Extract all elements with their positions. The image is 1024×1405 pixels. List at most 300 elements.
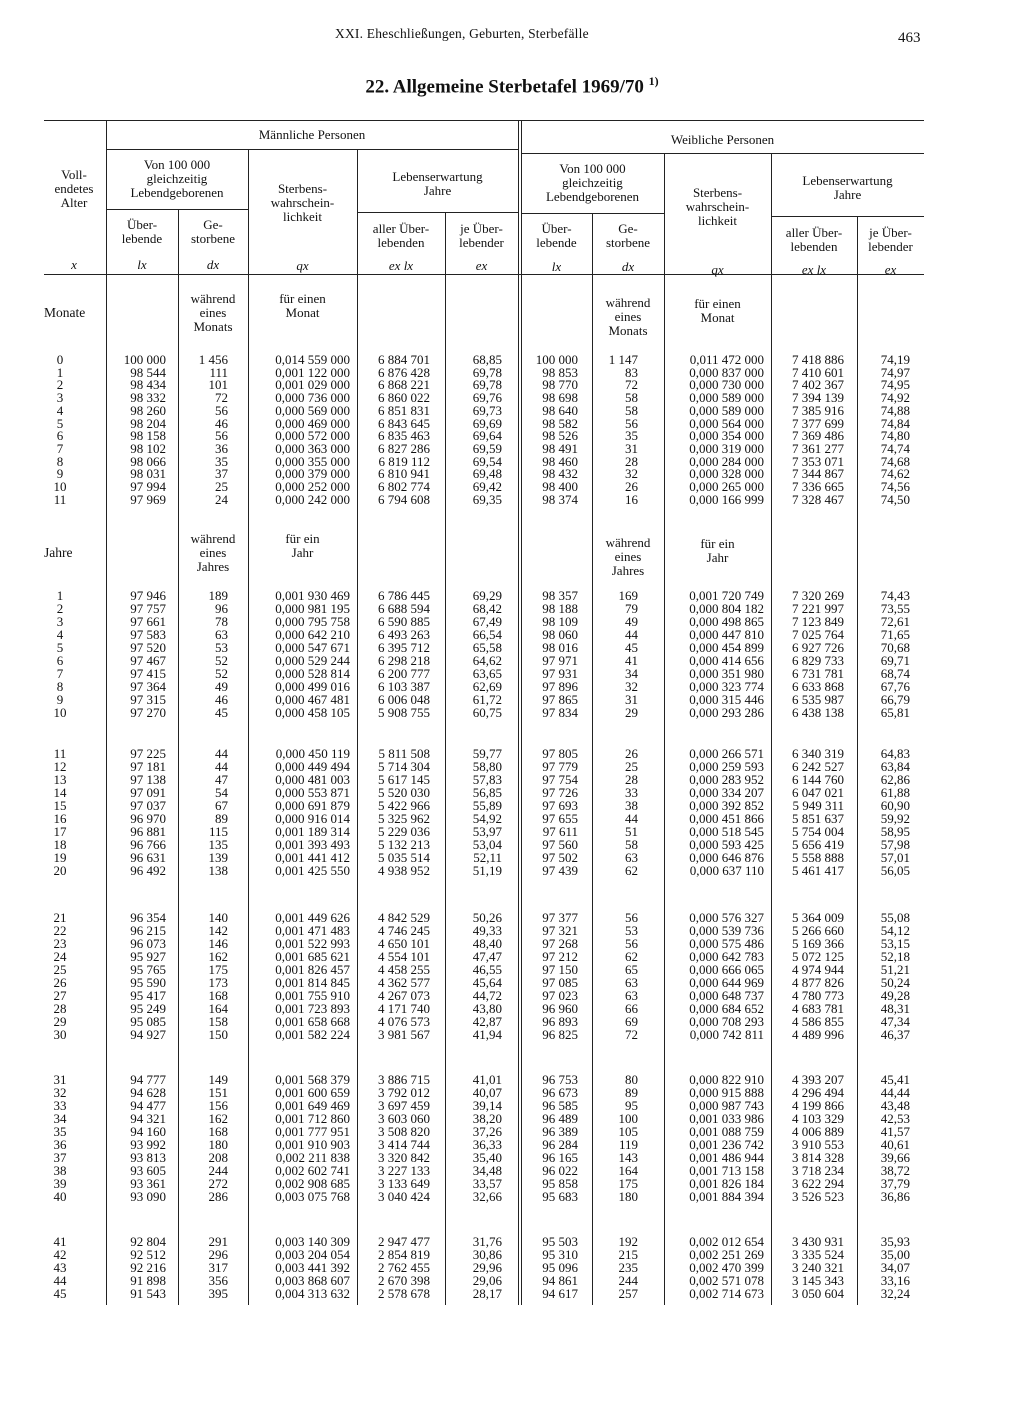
- cell-female-deceased: 175: [618, 1176, 638, 1191]
- cell-male-survivors: 98 102: [130, 440, 166, 456]
- cell-female-deceased: 29: [625, 705, 638, 720]
- cell-female-all-survivors: 7 353 071: [792, 453, 844, 469]
- header-female-lifeexp: Lebenserwartung Jahre: [802, 173, 893, 202]
- cell-age: 2: [56, 601, 64, 616]
- cell-female-survivors: 95 096: [542, 1260, 578, 1275]
- cell-male-survivors: 95 765: [130, 962, 166, 977]
- cell-female-survivors: 95 683: [542, 1189, 578, 1204]
- cell-female-per-survivor: 38,72: [880, 1163, 910, 1178]
- cell-female-deceased: 69: [625, 1014, 638, 1029]
- cell-male-probability: 0,001 425 550: [275, 863, 350, 878]
- cell-male-survivors: 98 434: [130, 377, 166, 393]
- cell-male-all-survivors: 6 395 712: [378, 640, 430, 655]
- cell-female-survivors: 95 858: [542, 1176, 578, 1191]
- cell-female-per-survivor: 73,55: [880, 601, 910, 616]
- cell-female-probability: 0,000 451 866: [689, 811, 764, 826]
- cell-male-probability: 0,001 777 951: [275, 1124, 350, 1139]
- cell-female-per-survivor: 64,83: [880, 746, 910, 761]
- cell-male-deceased: 63: [215, 627, 228, 642]
- cell-male-survivors: 97 225: [130, 746, 166, 761]
- cell-male-survivors: 96 354: [130, 910, 166, 925]
- cell-female-all-survivors: 6 829 733: [792, 653, 844, 668]
- cell-female-survivors: 97 439: [542, 863, 578, 878]
- cell-age: 36: [53, 1137, 67, 1152]
- cell-male-all-survivors: 2 762 455: [378, 1260, 430, 1275]
- cell-male-all-survivors: 2 947 477: [378, 1234, 430, 1249]
- cell-male-per-survivor: 62,69: [472, 679, 502, 694]
- cell-male-deceased: 54: [215, 785, 228, 800]
- unit-month-died-female: während eines Monats: [605, 295, 651, 338]
- cell-male-survivors: 93 813: [130, 1150, 166, 1165]
- unit-year-died-male: während eines Jahres: [190, 531, 236, 574]
- cell-female-probability: 0,001 088 759: [689, 1124, 764, 1139]
- cell-female-all-survivors: 3 718 234: [792, 1163, 844, 1178]
- cell-male-probability: 0,000 529 244: [275, 653, 350, 668]
- cell-male-probability: 0,000 449 494: [275, 759, 350, 774]
- cell-age: 23: [53, 936, 67, 951]
- cell-age: 8: [56, 453, 64, 469]
- cell-male-deceased: 162: [208, 949, 228, 964]
- cell-male-probability: 0,000 242 000: [275, 491, 350, 507]
- cell-female-deceased: 51: [625, 824, 638, 839]
- cell-male-probability: 0,000 553 871: [275, 785, 350, 800]
- cell-female-probability: 0,002 571 078: [689, 1273, 764, 1288]
- cell-female-probability: 0,002 714 673: [689, 1286, 764, 1301]
- cell-male-survivors: 98 066: [130, 453, 166, 469]
- cell-female-per-survivor: 74,74: [880, 440, 910, 456]
- unit-year-died-female: während eines Jahres: [605, 535, 651, 578]
- cell-age: 25: [53, 962, 67, 977]
- cell-female-deceased: 83: [625, 364, 638, 380]
- cell-male-all-survivors: 3 697 459: [378, 1098, 430, 1113]
- cell-age: 34: [53, 1111, 67, 1126]
- cell-female-per-survivor: 52,18: [880, 949, 910, 964]
- cell-male-probability: 0,003 441 392: [275, 1260, 350, 1275]
- cell-male-per-survivor: 55,89: [472, 798, 502, 813]
- cell-female-all-survivors: 5 851 637: [792, 811, 844, 826]
- cell-female-probability: 0,000 593 425: [689, 837, 764, 852]
- cell-female-all-survivors: 7 123 849: [792, 614, 844, 629]
- cell-female-probability: 0,001 884 394: [689, 1189, 764, 1204]
- cell-female-probability: 0,001 486 944: [689, 1150, 764, 1165]
- cell-male-all-survivors: 5 908 755: [378, 705, 430, 720]
- symbol-x: x: [71, 257, 77, 272]
- cell-female-deceased: 34: [625, 666, 638, 681]
- cell-female-survivors: 97 971: [542, 653, 578, 668]
- cell-female-survivors: 97 321: [542, 923, 578, 938]
- cell-male-deceased: 395: [208, 1286, 228, 1301]
- cell-male-all-survivors: 6 590 885: [378, 614, 430, 629]
- female-group-rule: [521, 153, 924, 154]
- cell-male-deceased: 44: [215, 746, 228, 761]
- cell-female-probability: 0,000 283 952: [689, 772, 764, 787]
- cell-female-deceased: 63: [625, 850, 638, 865]
- cell-male-deceased: 180: [208, 1137, 228, 1152]
- cell-male-probability: 0,000 469 000: [275, 415, 350, 431]
- symbol-dx-male: dx: [206, 257, 220, 272]
- cell-male-all-survivors: 2 578 678: [378, 1286, 430, 1301]
- cell-female-deceased: 79: [625, 601, 638, 616]
- cell-male-survivors: 95 590: [130, 975, 166, 990]
- cell-male-survivors: 97 315: [130, 692, 166, 707]
- cell-female-per-survivor: 43,48: [880, 1098, 910, 1113]
- cell-male-per-survivor: 42,87: [472, 1014, 502, 1029]
- cell-male-all-survivors: 3 886 715: [378, 1072, 430, 1087]
- cell-male-probability: 0,003 204 054: [275, 1247, 350, 1262]
- cell-female-survivors: 96 673: [542, 1085, 578, 1100]
- cell-female-probability: 0,000 518 545: [689, 824, 764, 839]
- cell-male-deceased: 72: [215, 390, 228, 406]
- cell-age: 21: [53, 910, 67, 925]
- cell-male-per-survivor: 28,17: [472, 1286, 502, 1301]
- cell-male-all-survivors: 4 076 573: [378, 1014, 430, 1029]
- cell-female-per-survivor: 57,98: [880, 837, 910, 852]
- cell-female-all-survivors: 6 438 138: [792, 705, 844, 720]
- cell-male-probability: 0,001 826 457: [275, 962, 350, 977]
- cell-age: 1: [56, 364, 64, 380]
- cell-male-all-survivors: 5 714 304: [378, 759, 430, 774]
- header-male-all-survivors: aller Über- lebenden: [372, 221, 430, 250]
- cell-male-per-survivor: 54,92: [472, 811, 502, 826]
- cell-age: 43: [53, 1260, 67, 1275]
- cell-female-per-survivor: 35,00: [880, 1247, 910, 1262]
- cell-male-deceased: 162: [208, 1111, 228, 1126]
- cell-female-deceased: 16: [625, 491, 638, 507]
- cell-female-per-survivor: 70,68: [880, 640, 910, 655]
- cell-male-per-survivor: 38,20: [472, 1111, 502, 1126]
- cell-male-survivors: 96 766: [130, 837, 166, 852]
- cell-male-all-survivors: 4 938 952: [378, 863, 430, 878]
- cell-male-per-survivor: 69,42: [472, 479, 502, 494]
- cell-female-probability: 0,000 666 065: [689, 962, 764, 977]
- cell-male-deceased: 46: [215, 415, 228, 431]
- cell-female-survivors: 97 212: [542, 949, 578, 964]
- cell-female-survivors: 96 753: [542, 1072, 578, 1087]
- cell-male-per-survivor: 69,54: [472, 453, 502, 469]
- cell-age: 1: [56, 588, 64, 603]
- table-row: [0, 1286, 1024, 1301]
- cell-male-survivors: 93 605: [130, 1163, 166, 1178]
- cell-male-all-survivors: 3 792 012: [378, 1085, 430, 1100]
- cell-male-deceased: 1 456: [198, 352, 228, 367]
- cell-male-all-survivors: 5 422 966: [378, 798, 430, 813]
- cell-female-deceased: 35: [625, 428, 638, 444]
- cell-female-per-survivor: 74,95: [880, 377, 910, 393]
- symbol-qx-female: qx: [711, 262, 724, 277]
- cell-female-all-survivors: 4 780 773: [792, 988, 844, 1003]
- cell-female-survivors: 98 853: [542, 364, 578, 380]
- cell-female-survivors: 97 502: [542, 850, 578, 865]
- cell-male-all-survivors: 4 267 073: [378, 988, 430, 1003]
- cell-male-survivors: 97 661: [130, 614, 166, 629]
- cell-male-deceased: 296: [208, 1247, 228, 1262]
- cell-female-probability: 0,000 414 656: [689, 653, 764, 668]
- cell-age: 2: [56, 377, 64, 393]
- cell-female-all-survivors: 5 656 419: [792, 837, 844, 852]
- cell-male-survivors: 97 969: [130, 491, 166, 507]
- cell-male-probability: 0,000 467 481: [275, 692, 350, 707]
- cell-male-probability: 0,000 355 000: [275, 453, 350, 469]
- cell-male-all-survivors: 6 876 428: [378, 364, 430, 380]
- cell-female-per-survivor: 40,61: [880, 1137, 910, 1152]
- cell-female-probability: 0,000 589 000: [689, 390, 764, 406]
- cell-male-all-survivors: 3 227 133: [378, 1163, 430, 1178]
- header-female-cohort: Von 100 000 gleichzeitig Lebendgeborenen: [545, 161, 640, 204]
- cell-male-deceased: 317: [208, 1260, 228, 1275]
- cell-age: 39: [53, 1176, 67, 1191]
- cell-male-probability: 0,000 569 000: [275, 402, 350, 418]
- cell-age: 9: [56, 466, 64, 482]
- cell-female-survivors: 98 640: [542, 402, 578, 418]
- cell-age: 5: [56, 415, 64, 431]
- cell-female-survivors: 98 357: [542, 588, 578, 603]
- cell-female-survivors: 97 693: [542, 798, 578, 813]
- cell-female-per-survivor: 63,84: [880, 759, 910, 774]
- cell-male-per-survivor: 41,94: [472, 1027, 502, 1042]
- running-head: XXI. Eheschließungen, Geburten, Sterbefälle: [335, 26, 589, 41]
- cell-male-per-survivor: 49,33: [472, 923, 502, 938]
- cell-age: 13: [53, 772, 67, 787]
- cell-male-all-survivors: 4 362 577: [378, 975, 430, 990]
- cell-female-survivors: 100 000: [535, 352, 578, 367]
- cell-female-survivors: 96 389: [542, 1124, 578, 1139]
- header-female-deceased: Ge- storbene: [605, 221, 651, 250]
- cell-female-survivors: 96 489: [542, 1111, 578, 1126]
- cell-female-survivors: 94 617: [542, 1286, 578, 1301]
- cell-female-survivors: 97 150: [542, 962, 578, 977]
- cell-male-probability: 0,000 916 014: [275, 811, 350, 826]
- cell-male-survivors: 97 138: [130, 772, 166, 787]
- cell-female-probability: 0,002 012 654: [689, 1234, 764, 1249]
- cell-female-survivors: 98 374: [542, 491, 578, 507]
- cell-female-probability: 0,000 637 110: [689, 863, 764, 878]
- cell-age: 0: [56, 352, 64, 367]
- cell-female-probability: 0,000 648 737: [689, 988, 764, 1003]
- cell-male-survivors: 100 000: [123, 352, 166, 367]
- cell-male-probability: 0,000 252 000: [275, 479, 350, 494]
- cell-female-deceased: 257: [618, 1286, 638, 1301]
- cell-female-per-survivor: 68,74: [880, 666, 910, 681]
- cell-male-deceased: 151: [208, 1085, 228, 1100]
- cell-male-deceased: 45: [215, 705, 228, 720]
- cell-female-per-survivor: 74,56: [880, 479, 910, 494]
- cell-age: 14: [53, 785, 67, 800]
- cell-male-deceased: 208: [208, 1150, 228, 1165]
- cell-age: 6: [56, 653, 64, 668]
- cell-female-deceased: 63: [625, 975, 638, 990]
- cell-male-deceased: 244: [208, 1163, 228, 1178]
- cell-female-per-survivor: 74,97: [880, 364, 910, 380]
- cell-male-deceased: 272: [208, 1176, 228, 1191]
- cell-female-probability: 0,000 266 571: [689, 746, 764, 761]
- cell-male-deceased: 56: [215, 428, 228, 444]
- cell-male-probability: 0,014 559 000: [275, 352, 350, 367]
- cell-male-probability: 0,001 649 469: [275, 1098, 350, 1113]
- cell-female-per-survivor: 71,65: [880, 627, 910, 642]
- cell-male-per-survivor: 34,48: [472, 1163, 502, 1178]
- cell-female-probability: 0,000 328 000: [689, 466, 764, 482]
- cell-female-probability: 0,000 447 810: [689, 627, 764, 642]
- cell-female-all-survivors: 6 731 781: [792, 666, 844, 681]
- cell-male-deceased: 46: [215, 692, 228, 707]
- cell-female-deceased: 1 147: [608, 352, 638, 367]
- cell-female-probability: 0,011 472 000: [689, 352, 764, 367]
- unit-month-prob-female: für einen Monat: [694, 296, 741, 325]
- header-male-lifeexp: Lebenserwartung Jahre: [392, 169, 483, 198]
- cell-female-all-survivors: 3 430 931: [792, 1234, 844, 1249]
- cell-male-all-survivors: 6 103 387: [378, 679, 430, 694]
- symbol-lx-female: lx: [551, 259, 562, 274]
- cell-male-per-survivor: 44,72: [472, 988, 502, 1003]
- cell-female-deceased: 72: [625, 377, 638, 393]
- cell-female-deceased: 44: [625, 811, 638, 826]
- cell-male-deceased: 150: [208, 1027, 228, 1042]
- cell-female-deceased: 49: [625, 614, 638, 629]
- cell-male-all-survivors: 6 851 831: [378, 402, 430, 418]
- cell-male-per-survivor: 36,33: [472, 1137, 502, 1152]
- cell-male-probability: 0,000 572 000: [275, 428, 350, 444]
- cell-female-probability: 0,001 713 158: [689, 1163, 764, 1178]
- cell-female-per-survivor: 34,07: [880, 1260, 910, 1275]
- cell-male-survivors: 98 031: [130, 466, 166, 482]
- cell-female-survivors: 97 754: [542, 772, 578, 787]
- table-row: [0, 492, 1024, 507]
- cell-male-all-survivors: 5 132 213: [378, 837, 430, 852]
- cell-female-deceased: 56: [625, 936, 638, 951]
- header-male-cohort: Von 100 000 gleichzeitig Lebendgeborenen: [130, 157, 224, 200]
- cell-male-all-survivors: 6 827 286: [378, 440, 430, 456]
- cell-age: 24: [53, 949, 67, 964]
- cell-female-survivors: 98 770: [542, 377, 578, 393]
- cell-male-all-survivors: 4 171 740: [378, 1001, 430, 1016]
- header-female-all-survivors: aller Über- lebenden: [785, 225, 843, 254]
- cell-female-probability: 0,000 987 743: [689, 1098, 764, 1113]
- cell-female-probability: 0,001 236 742: [689, 1137, 764, 1152]
- cell-female-deceased: 164: [618, 1163, 638, 1178]
- cell-male-per-survivor: 50,26: [472, 910, 502, 925]
- cell-male-per-survivor: 37,26: [472, 1124, 502, 1139]
- cell-female-deceased: 119: [618, 1137, 638, 1152]
- cell-age: 10: [53, 705, 67, 720]
- cell-male-probability: 0,003 140 309: [275, 1234, 350, 1249]
- cell-male-all-survivors: 5 617 145: [378, 772, 430, 787]
- cell-female-survivors: 97 268: [542, 936, 578, 951]
- cell-male-probability: 0,000 458 105: [275, 705, 350, 720]
- cell-female-probability: 0,000 708 293: [689, 1014, 764, 1029]
- cell-age: 20: [53, 863, 67, 878]
- cell-male-deceased: 53: [215, 640, 228, 655]
- cell-age: 41: [53, 1234, 67, 1249]
- cell-male-deceased: 140: [208, 910, 228, 925]
- cell-age: 18: [53, 837, 67, 852]
- cell-male-survivors: 92 512: [130, 1247, 166, 1262]
- cell-female-survivors: 98 016: [542, 640, 578, 655]
- cell-male-probability: 0,000 528 814: [275, 666, 350, 681]
- cell-male-deceased: 149: [208, 1072, 228, 1087]
- cell-female-all-survivors: 3 910 553: [792, 1137, 844, 1152]
- cell-female-probability: 0,000 319 000: [689, 440, 764, 456]
- cell-female-all-survivors: 6 144 760: [792, 772, 844, 787]
- cell-male-per-survivor: 67,49: [472, 614, 502, 629]
- cell-male-per-survivor: 69,78: [472, 377, 502, 393]
- cell-female-deceased: 58: [625, 837, 638, 852]
- cell-female-deceased: 65: [625, 962, 638, 977]
- cell-female-all-survivors: 7 418 886: [792, 352, 844, 367]
- cell-male-survivors: 94 321: [130, 1111, 166, 1126]
- cell-age: 9: [56, 692, 64, 707]
- cell-female-per-survivor: 51,21: [880, 962, 910, 977]
- cell-female-per-survivor: 65,81: [880, 705, 910, 720]
- cell-age: 40: [53, 1189, 67, 1204]
- cell-female-deceased: 62: [625, 863, 638, 878]
- cell-male-per-survivor: 68,42: [472, 601, 502, 616]
- cell-male-deceased: 142: [208, 923, 228, 938]
- cell-female-survivors: 96 825: [542, 1027, 578, 1042]
- cell-female-probability: 0,000 284 000: [689, 453, 764, 469]
- cell-age: 45: [53, 1286, 67, 1301]
- cell-female-all-survivors: 4 877 826: [792, 975, 844, 990]
- cell-male-per-survivor: 58,80: [472, 759, 502, 774]
- cell-female-probability: 0,000 539 736: [689, 923, 764, 938]
- table-title-text: 22. Allgemeine Sterbetafel 1969/70: [365, 76, 644, 98]
- cell-female-all-survivors: 4 103 329: [792, 1111, 844, 1126]
- cell-female-probability: 0,000 730 000: [689, 377, 764, 393]
- cell-male-all-survivors: 4 554 101: [378, 949, 430, 964]
- cell-female-per-survivor: 36,86: [880, 1189, 910, 1204]
- cell-male-all-survivors: 2 670 398: [378, 1273, 430, 1288]
- cell-female-deceased: 56: [625, 910, 638, 925]
- header-male-per-survivor: je Über- lebender: [459, 221, 504, 250]
- cell-male-deceased: 96: [215, 601, 228, 616]
- cell-female-survivors: 96 585: [542, 1098, 578, 1113]
- cell-female-survivors: 98 491: [542, 440, 578, 456]
- cell-female-probability: 0,000 915 888: [689, 1085, 764, 1100]
- cell-male-per-survivor: 33,57: [472, 1176, 502, 1191]
- cell-female-all-survivors: 7 410 601: [792, 364, 844, 380]
- cell-male-deceased: 164: [208, 1001, 228, 1016]
- cell-female-deceased: 72: [625, 1027, 638, 1042]
- cell-female-survivors: 95 310: [542, 1247, 578, 1262]
- cell-age: 27: [53, 988, 67, 1003]
- cell-male-per-survivor: 46,55: [472, 962, 502, 977]
- cell-female-all-survivors: 7 320 269: [792, 588, 844, 603]
- cell-male-per-survivor: 51,19: [472, 863, 502, 878]
- cell-male-deceased: 44: [215, 759, 228, 774]
- cell-age: 4: [56, 402, 64, 418]
- male-lifeexp-rule: [357, 212, 518, 213]
- cell-female-survivors: 96 893: [542, 1014, 578, 1029]
- cell-female-per-survivor: 37,79: [880, 1176, 910, 1191]
- cell-female-probability: 0,000 642 783: [689, 949, 764, 964]
- cell-male-deceased: 47: [215, 772, 228, 787]
- cell-female-probability: 0,000 742 811: [689, 1027, 764, 1042]
- cell-male-survivors: 96 970: [130, 811, 166, 826]
- cell-male-deceased: 138: [208, 863, 228, 878]
- cell-female-all-survivors: 5 754 004: [792, 824, 844, 839]
- cell-age: 12: [53, 759, 67, 774]
- cell-female-probability: 0,000 323 774: [689, 679, 764, 694]
- cell-male-survivors: 97 270: [130, 705, 166, 720]
- cell-male-per-survivor: 40,07: [472, 1085, 502, 1100]
- cell-male-all-survivors: 3 133 649: [378, 1176, 430, 1191]
- cell-age: 6: [56, 428, 64, 444]
- cell-male-per-survivor: 69,69: [472, 415, 502, 431]
- cell-female-all-survivors: 7 328 467: [792, 491, 844, 507]
- section-months-label: Monate: [44, 305, 86, 320]
- cell-female-all-survivors: 7 394 139: [792, 390, 844, 406]
- cell-male-survivors: 94 160: [130, 1124, 166, 1139]
- cell-male-probability: 0,001 712 860: [275, 1111, 350, 1126]
